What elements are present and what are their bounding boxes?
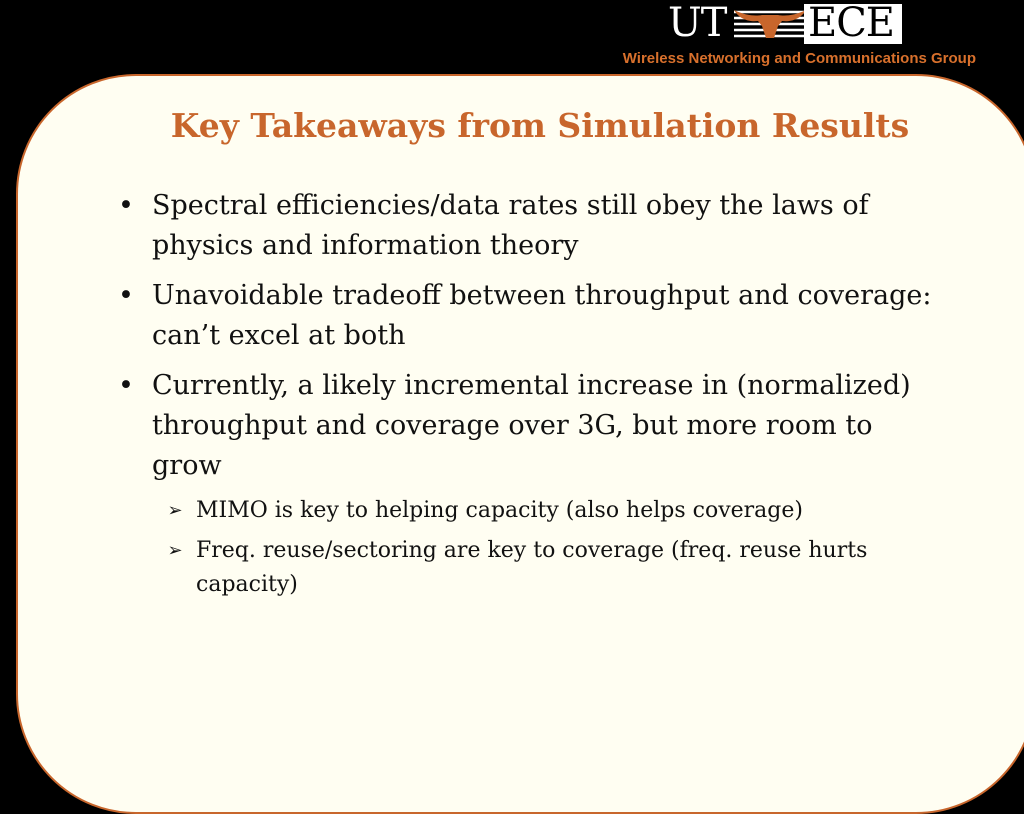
logo-ut-text: UT	[668, 0, 727, 46]
bullet-glyph: •	[118, 370, 134, 401]
slide-title: Key Takeaways from Simulation Results	[170, 106, 910, 145]
sub-bullet-item	[110, 534, 950, 602]
bullet-text: Unavoidable tradeoff between throughput and coverage: can’t excel at both	[152, 280, 932, 351]
arrow-bullet-icon: ➢	[167, 500, 183, 521]
bullet-glyph: •	[118, 280, 134, 311]
sub-bullet-list	[110, 494, 950, 602]
arrow-bullet-icon: ➢	[167, 540, 183, 561]
logo-ece-text: ECE	[808, 0, 895, 46]
ut-ece-logo	[668, 2, 902, 44]
bullet-text: Currently, a likely incremental increase in (normalized) throughput and coverage over 3G, but more room to grow	[152, 370, 911, 481]
bullet-item	[110, 366, 950, 486]
bullet-item	[110, 186, 950, 266]
sub-bullet-text: MIMO is key to helping capacity (also helps coverage)	[196, 498, 803, 523]
sub-bullet-item	[110, 494, 950, 528]
bullet-text: Spectral efficiencies/data rates still obey the laws of physics and information theory	[152, 190, 869, 261]
group-name: Wireless Networking and Communications Group	[622, 50, 976, 67]
longhorn-icon	[728, 2, 812, 44]
bullet-item	[110, 276, 950, 356]
slide-content	[110, 186, 950, 608]
bullet-glyph: •	[118, 190, 134, 221]
sub-bullet-text: Freq. reuse/sectoring are key to coverage (freq. reuse hurts capacity)	[196, 538, 868, 597]
